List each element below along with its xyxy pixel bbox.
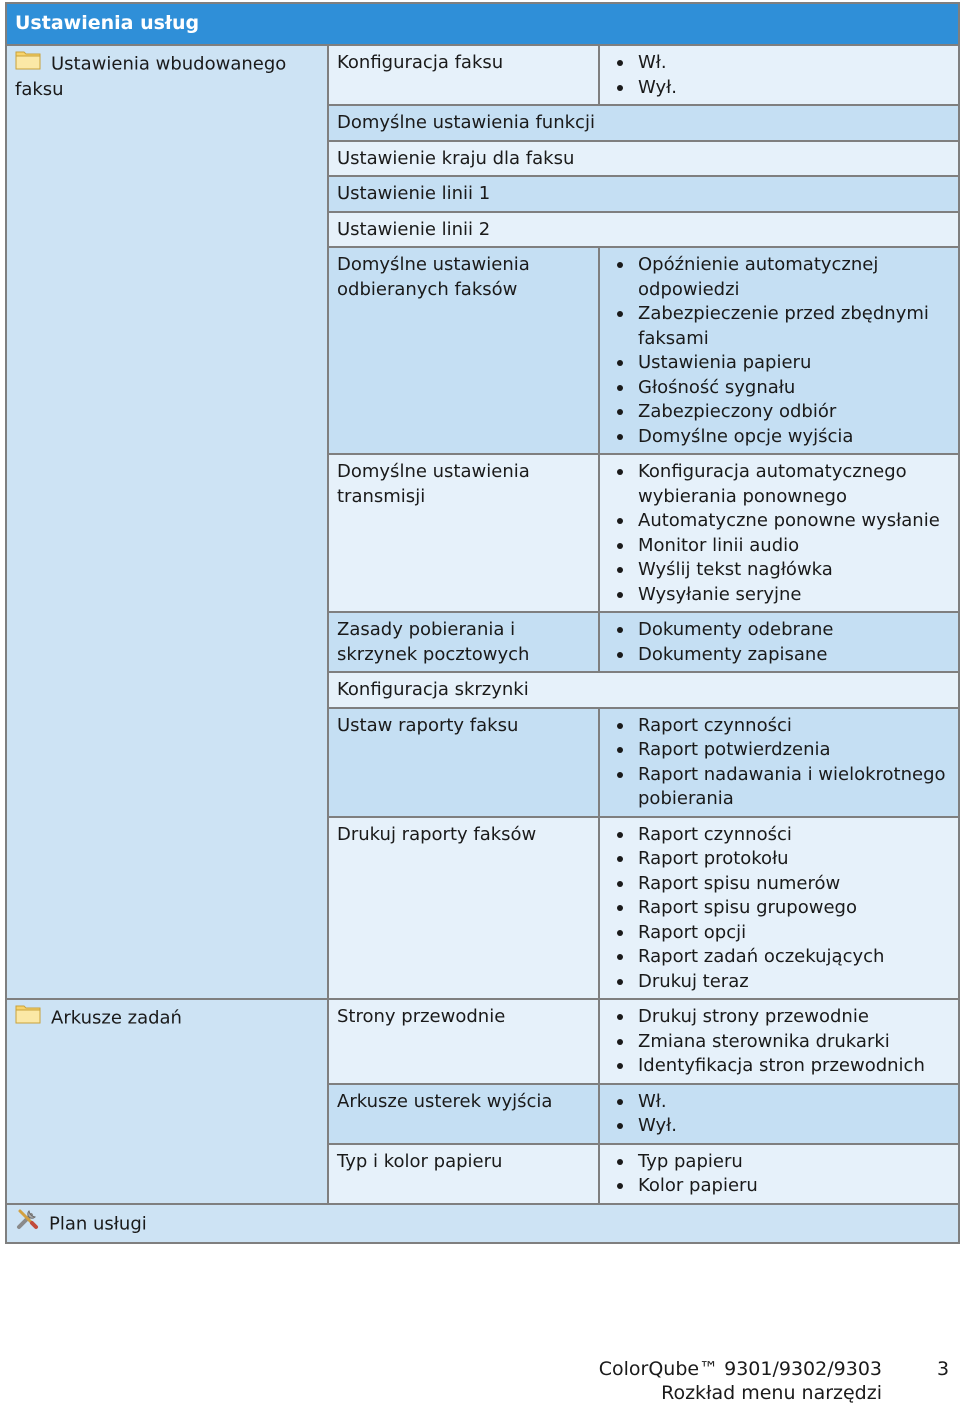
row-name: Ustawienie kraju dla faksu [328,141,959,177]
option-item: Zabezpieczenie przed zbędnymi faksami [608,302,950,351]
option-item: Wysyłanie seryjne [608,583,950,608]
row-name: Konfiguracja skrzynki [328,672,959,708]
section-embedded-fax [6,45,328,999]
folder-icon [15,1002,41,1032]
option-item: Typ papieru [608,1150,950,1175]
folder-icon [15,48,41,78]
option-item: Domyślne opcje wyjścia [608,425,950,450]
option-item: Kolor papieru [608,1174,950,1199]
row-options [599,454,959,612]
option-item: Raport czynności [608,714,950,739]
page-number: 3 [937,1358,950,1380]
option-item: Identyfikacja stron przewodnich [608,1054,950,1079]
option-item: Raport spisu numerów [608,872,950,897]
option-item: Drukuj teraz [608,970,950,995]
row-options [599,817,959,1000]
row-options [599,708,959,817]
option-item: Opóźnienie automatycznej odpowiedzi [608,253,950,302]
option-item: Dokumenty odebrane [608,618,950,643]
option-item: Zmiana sterownika drukarki [608,1030,950,1055]
section-label: Ustawienia wbudowanego faksu [15,53,287,100]
row-name: Drukuj raporty faksów [328,817,599,1000]
option-item: Wł. [608,1090,950,1115]
row-options [599,45,959,105]
option-item: Głośność sygnału [608,376,950,401]
option-item: Wyślij tekst nagłówka [608,558,950,583]
option-item: Ustawienia papieru [608,351,950,376]
row-options [599,1084,959,1144]
row-name: Konfiguracja faksu [328,45,599,105]
option-item: Raport opcji [608,921,950,946]
option-item: Raport nadawania i wielokrotnego pobierania [608,763,950,812]
row-name: Typ i kolor papieru [328,1144,599,1204]
section-service-plan [6,1204,959,1244]
option-item: Zabezpieczony odbiór [608,400,950,425]
option-item: Raport czynności [608,823,950,848]
option-item: Wł. [608,51,950,76]
option-item: Wył. [608,76,950,101]
option-item: Wył. [608,1114,950,1139]
row-options [599,1144,959,1204]
row-name: Arkusze usterek wyjścia [328,1084,599,1144]
footer-subtitle: Rozkład menu narzędzi [661,1382,882,1404]
header-title: Ustawienia usług [15,12,200,34]
row-name: Ustawienie linii 1 [328,176,959,212]
row-options [599,999,959,1084]
section-label: Arkusze zadań [51,1007,182,1029]
row-name: Strony przewodnie [328,999,599,1084]
row-name: Ustaw raporty faksu [328,708,599,817]
section-label: Plan usługi [49,1212,147,1234]
section-job-sheets [6,999,328,1204]
row-options [599,247,959,454]
option-item: Raport zadań oczekujących [608,945,950,970]
row-name: Domyślne ustawienia transmisji [328,454,599,612]
option-item: Dokumenty zapisane [608,643,950,668]
option-item: Monitor linii audio [608,534,950,559]
option-item: Drukuj strony przewodnie [608,1005,950,1030]
row-name: Zasady pobierania i skrzynek pocztowych [328,612,599,672]
row-name: Domyślne ustawienia odbieranych faksów [328,247,599,454]
row-name: Ustawienie linii 2 [328,212,959,248]
option-item: Raport potwierdzenia [608,738,950,763]
row-options [599,612,959,672]
table-header [6,3,959,45]
footer-product: ColorQube™ 9301/9302/9303 [598,1358,882,1380]
row-name: Domyślne ustawienia funkcji [328,105,959,141]
service-settings-table [5,2,960,1244]
option-item: Raport protokołu [608,847,950,872]
option-item: Konfiguracja automatycznego wybierania ponownego [608,460,950,509]
option-item: Automatyczne ponowne wysłanie [608,509,950,534]
tools-icon [15,1207,39,1239]
option-item: Raport spisu grupowego [608,896,950,921]
